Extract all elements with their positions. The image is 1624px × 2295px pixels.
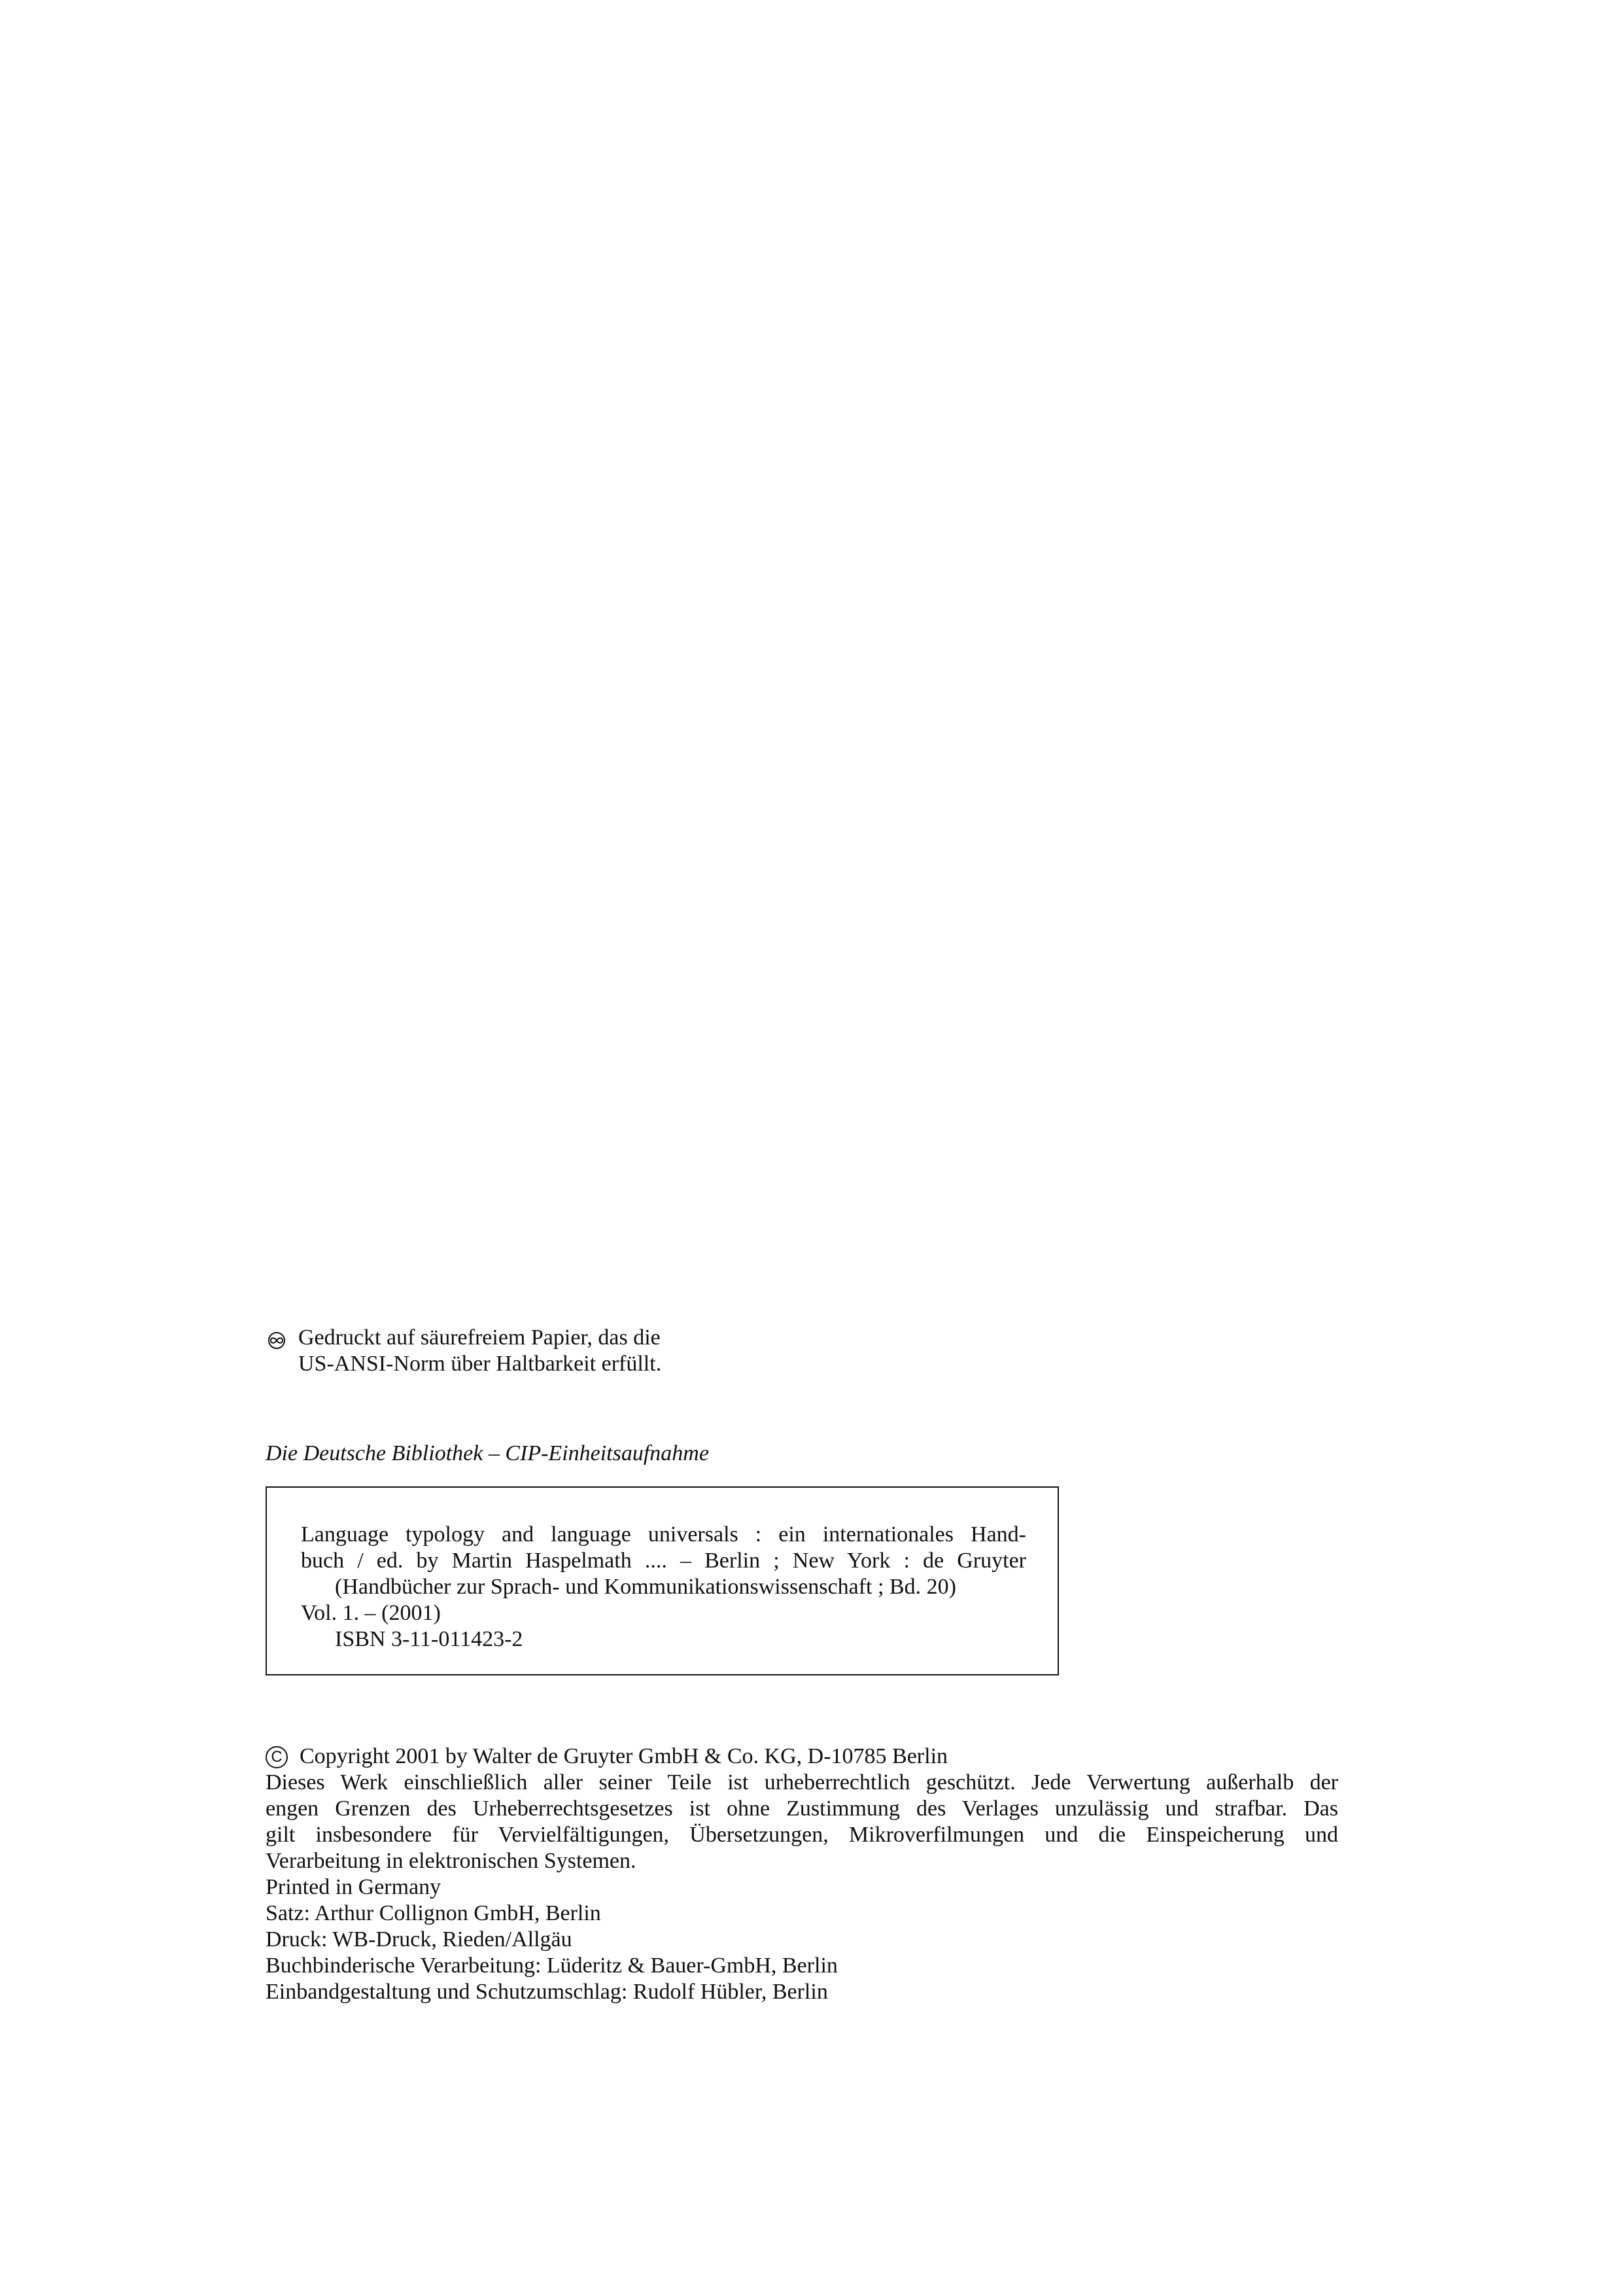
cip-isbn-line: ISBN 3-11-011423-2 <box>335 1627 523 1651</box>
acid-free-paper-note <box>266 1325 1338 1377</box>
binding-credit: Buchbinderische Verarbeitung: Lüderitz & Bauer-GmbH, Berlin <box>266 1953 838 1978</box>
cip-record-box <box>266 1486 1059 1675</box>
printed-in-line: Printed in Germany <box>266 1875 441 1899</box>
copyright-symbol-icon: C <box>266 1746 288 1768</box>
cip-series-line: (Handbücher zur Sprach- und Kommunikationswissenschaft ; Bd. 20) <box>335 1575 956 1599</box>
paper-note-text-2: US-ANSI-Norm über Haltbarkeit erfüllt. <box>298 1352 662 1376</box>
copyright-line <box>266 1743 1338 1770</box>
cip-heading: Die Deutsche Bibliothek – CIP-Einheitsaufnahme <box>266 1441 709 1465</box>
rights-line-3: gilt insbesondere für Vervielfältigungen, Übersetzungen, Mikroverfilmungen und die Einspeicherung und <box>266 1823 1338 1847</box>
infinity-paper-icon <box>267 1329 286 1346</box>
rights-line-4: Verarbeitung in elektronischen Systemen. <box>266 1849 636 1873</box>
copyright-section <box>266 1743 1338 2005</box>
rights-paragraph <box>266 1770 1338 1874</box>
printing-credit: Druck: WB-Druck, Rieden/Allgäu <box>266 1927 572 1952</box>
cover-design-credit: Einbandgestaltung und Schutzumschlag: Rudolf Hübler, Berlin <box>266 1980 828 2004</box>
cip-line-1: Language typology and language universals : ein internationales Hand- <box>301 1522 1026 1547</box>
paper-note-line-1 <box>266 1325 1338 1351</box>
paper-note-line-2 <box>266 1351 1338 1377</box>
cip-line-2: buch / ed. by Martin Haspelmath .... – Berlin ; New York : de Gruyter <box>301 1549 1026 1573</box>
rights-line-2: engen Grenzen des Urheberrechtsgesetzes ist ohne Zustimmung des Verlages unzulässig und strafbar. Das <box>266 1796 1338 1821</box>
paper-note-text-1: Gedruckt auf säurefreiem Papier, das die <box>298 1325 661 1350</box>
typesetting-credit: Satz: Arthur Collignon GmbH, Berlin <box>266 1901 601 1925</box>
copyright-text: Copyright 2001 by Walter de Gruyter GmbH & Co. KG, D-10785 Berlin <box>300 1744 948 1768</box>
cip-volume-line: Vol. 1. – (2001) <box>301 1601 441 1625</box>
rights-line-1: Dieses Werk einschließlich aller seiner Teile ist urheberrechtlich geschützt. Jede Verwertung außerhalb der <box>266 1770 1338 1795</box>
